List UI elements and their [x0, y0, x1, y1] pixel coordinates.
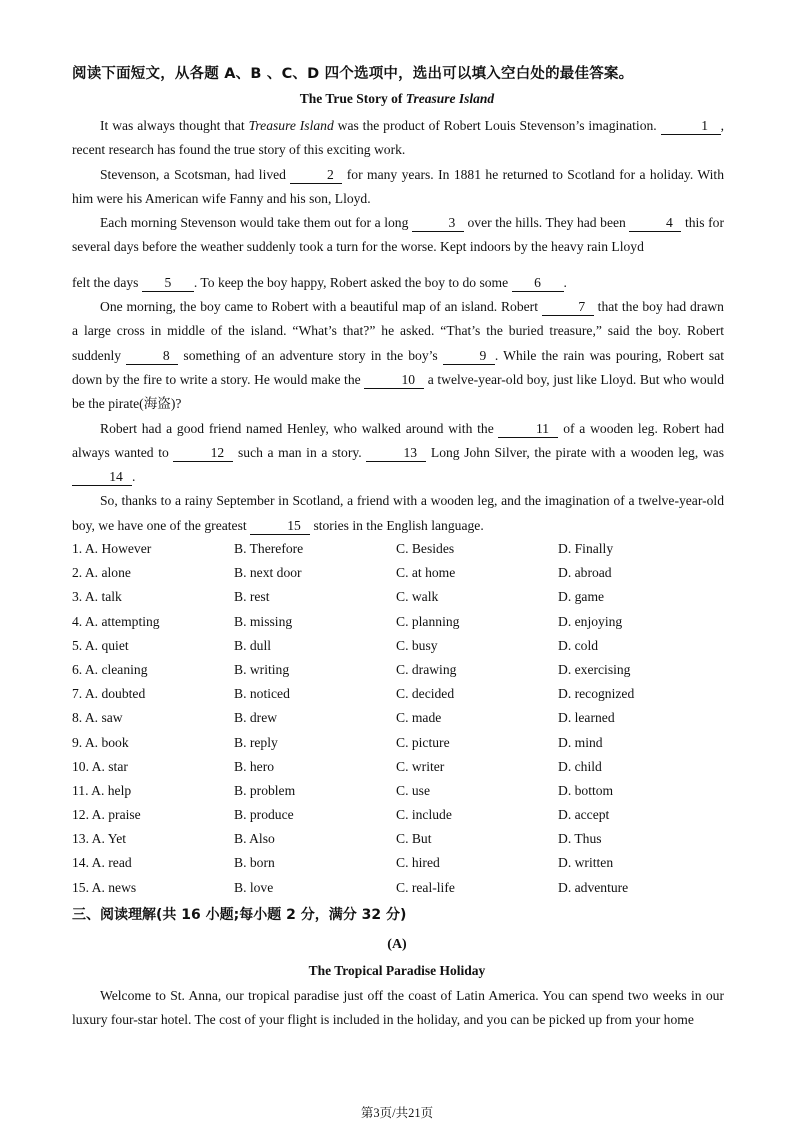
blank-11: 11	[498, 421, 558, 438]
answer-options	[72, 538, 724, 901]
option-15-C: C. real-life	[396, 879, 455, 895]
blank-2: 2	[290, 167, 342, 184]
option-row-6	[72, 659, 724, 683]
option-4-A: 4. A. attempting	[72, 613, 160, 629]
text-run: Robert had a good friend named Henley, who walked around with the	[100, 420, 499, 436]
text-run: such a man in a story.	[233, 444, 367, 460]
text-run: over the hills. They had been	[463, 215, 630, 231]
blank-9: 9	[443, 348, 495, 365]
option-9-C: C. picture	[396, 734, 450, 750]
option-11-B: B. problem	[234, 782, 296, 798]
passage-title	[0, 91, 794, 107]
text-run: . While the rain was pouring, Robert sat down by the fire to write a story. He would make the	[72, 347, 725, 387]
text-run: , recent research has found the true story of this exciting work.	[72, 118, 724, 158]
text-run: a twelve-year-old boy, just like Lloyd. But who would be the pirate(海盗)?	[72, 371, 725, 412]
passage-title-italic: Treasure Island	[405, 91, 495, 106]
book-title: Treasure Island	[248, 118, 334, 133]
option-8-A: 8. A. saw	[72, 710, 123, 726]
text-run: .	[563, 274, 567, 290]
option-7-B: B. noticed	[234, 686, 290, 702]
option-13-B: B. Also	[234, 831, 275, 847]
option-row-3	[72, 586, 724, 610]
option-14-A: 14. A. read	[72, 855, 132, 871]
option-1-D: D. Finally	[558, 541, 614, 556]
section-heading: 三、阅读理解(共 16 小题;每小题 2 分，满分 32 分)	[72, 907, 407, 923]
option-3-A: 3. A. talk	[72, 589, 122, 605]
option-12-B: B. produce	[234, 807, 294, 823]
option-row-1	[72, 538, 724, 562]
option-4-B: B. missing	[234, 613, 293, 629]
option-10-D: D. child	[558, 758, 602, 774]
option-3-C: C. walk	[396, 589, 439, 605]
option-row-4	[72, 611, 724, 635]
option-4-C: C. planning	[396, 613, 460, 629]
option-2-C: C. at home	[396, 565, 456, 581]
page-number: 第3页/共21页	[360, 1106, 434, 1120]
text-run: One morning, the boy came to Robert with a beautiful map of an island. Robert	[100, 299, 542, 315]
text-run: stories in the English language.	[310, 517, 484, 533]
option-13-A: 13. A. Yet	[72, 831, 127, 847]
blank-12: 12	[173, 445, 233, 462]
blank-5: 5	[142, 275, 194, 292]
cloze-passage	[72, 114, 724, 538]
paragraph-1	[72, 114, 724, 163]
paragraph-4	[72, 295, 724, 416]
text-run: . To keep the boy happy, Robert asked the boy to do some	[193, 274, 512, 290]
option-9-A: 9. A. book	[72, 734, 129, 750]
option-8-D: D. learned	[558, 710, 615, 726]
option-15-D: D. adventure	[558, 879, 629, 895]
option-10-C: C. writer	[396, 758, 445, 774]
option-12-D: D. accept	[558, 807, 610, 823]
paragraph-3-continued	[72, 271, 724, 295]
paragraph-5	[72, 417, 724, 490]
option-row-7	[72, 683, 724, 707]
blank-13: 13	[366, 445, 426, 462]
option-row-14	[72, 852, 724, 876]
blank-6: 6	[512, 275, 564, 292]
option-2-D: D. abroad	[558, 565, 612, 581]
option-9-D: D. mind	[558, 734, 603, 750]
reading-paragraph-1: Welcome to St. Anna, our tropical paradise just off the coast of Latin America. You can spend two weeks in our luxury four-star hotel. The cost of your flight is included in the holiday, and you can be picked up from your home	[72, 988, 724, 1028]
subsection-label: (A)	[387, 937, 407, 952]
option-14-D: D. written	[558, 855, 614, 871]
option-3-D: D. game	[558, 589, 605, 605]
option-row-8	[72, 707, 724, 731]
blank-14: 14	[72, 469, 132, 486]
option-9-B: B. reply	[234, 734, 278, 750]
option-row-13	[72, 828, 724, 852]
option-11-A: 11. A. help	[72, 782, 132, 798]
paragraph-2	[72, 163, 724, 212]
option-8-C: C. made	[396, 710, 442, 726]
option-row-12	[72, 804, 724, 828]
blank-3: 3	[412, 215, 464, 232]
option-14-B: B. born	[234, 855, 275, 871]
reading-title: The Tropical Paradise Holiday	[308, 963, 486, 978]
option-6-A: 6. A. cleaning	[72, 661, 148, 677]
option-13-D: D. Thus	[558, 831, 602, 847]
option-10-B: B. hero	[234, 758, 275, 774]
blank-1: 1	[661, 118, 721, 135]
option-6-D: D. exercising	[558, 661, 631, 677]
text-run: was the product of Robert Louis Stevenson’s imagination.	[333, 118, 661, 133]
option-5-B: B. dull	[234, 637, 272, 653]
blank-7: 7	[542, 299, 594, 316]
text-run: Long John Silver, the pirate with a wooden leg, was	[426, 444, 724, 460]
text-run: that the boy had drawn a large cross in middle of the island. “What’s that?” he asked. “That’s the buried treasure,” said the boy. Robert suddenly	[72, 299, 724, 363]
option-7-A: 7. A. doubted	[72, 686, 146, 702]
paragraph-6	[72, 489, 724, 538]
option-row-5	[72, 635, 724, 659]
option-12-A: 12. A. praise	[72, 807, 141, 823]
option-3-B: B. rest	[234, 589, 270, 605]
option-7-D: D. recognized	[558, 686, 635, 702]
paragraph-3	[72, 211, 724, 260]
option-5-A: 5. A. quiet	[72, 637, 129, 653]
text-run: felt the days	[72, 274, 142, 290]
option-row-15	[72, 877, 724, 901]
option-12-C: C. include	[396, 807, 452, 823]
cloze-instruction: 阅读下面短文，从各题 A、B 、C、D 四个选项中，选出可以填入空白处的最佳答案。	[72, 66, 634, 82]
option-row-11	[72, 780, 724, 804]
reading-passage	[72, 984, 724, 1033]
option-5-D: D. cold	[558, 637, 599, 653]
option-row-2	[72, 562, 724, 586]
option-4-D: D. enjoying	[558, 613, 623, 629]
option-8-B: B. drew	[234, 710, 278, 726]
blank-4: 4	[629, 215, 681, 232]
text-run: It was always thought that	[100, 118, 249, 133]
text-run: this for several days before the weather suddenly took a turn for the worse. Kept indoors by the heavy rain Lloyd	[72, 215, 724, 255]
text-run: of a wooden leg. Robert had always wanted to	[72, 420, 725, 460]
option-1-B: B. Therefore	[234, 541, 304, 556]
option-13-C: C. But	[396, 831, 432, 847]
option-14-C: C. hired	[396, 855, 440, 871]
option-6-C: C. drawing	[396, 661, 457, 677]
option-6-B: B. writing	[234, 661, 290, 677]
text-run: .	[132, 469, 136, 485]
blank-15: 15	[250, 518, 310, 535]
text-run: for many years. In 1881 he returned to Scotland for a holiday. With him were his American wife Fanny and his son, Lloyd.	[72, 166, 725, 206]
text-run: something of an adventure story in the boy’s	[178, 347, 443, 363]
option-15-B: B. love	[234, 879, 274, 895]
option-7-C: C. decided	[396, 686, 455, 702]
option-10-A: 10. A. star	[72, 758, 128, 774]
text-run: Stevenson, a Scotsman, had lived	[100, 166, 291, 182]
option-11-D: D. bottom	[558, 782, 614, 798]
option-2-A: 2. A. alone	[72, 565, 131, 581]
option-row-9	[72, 732, 724, 756]
text-run: So, thanks to a rainy September in Scotland, a friend with a wooden leg, and the imagination of a twelve-year-old boy, we have one of the greatest	[72, 493, 724, 533]
option-row-10	[72, 756, 724, 780]
option-2-B: B. next door	[234, 565, 302, 581]
option-15-A: 15. A. news	[72, 879, 137, 895]
blank-8: 8	[126, 348, 178, 365]
blank-10: 10	[364, 372, 424, 389]
passage-title-prefix: The True Story of	[299, 91, 406, 106]
option-1-A: 1. A. However	[72, 541, 152, 556]
option-11-C: C. use	[396, 782, 430, 798]
option-1-C: C. Besides	[396, 541, 455, 556]
option-5-C: C. busy	[396, 637, 438, 653]
text-run: Each morning Stevenson would take them out for a long	[100, 215, 412, 231]
